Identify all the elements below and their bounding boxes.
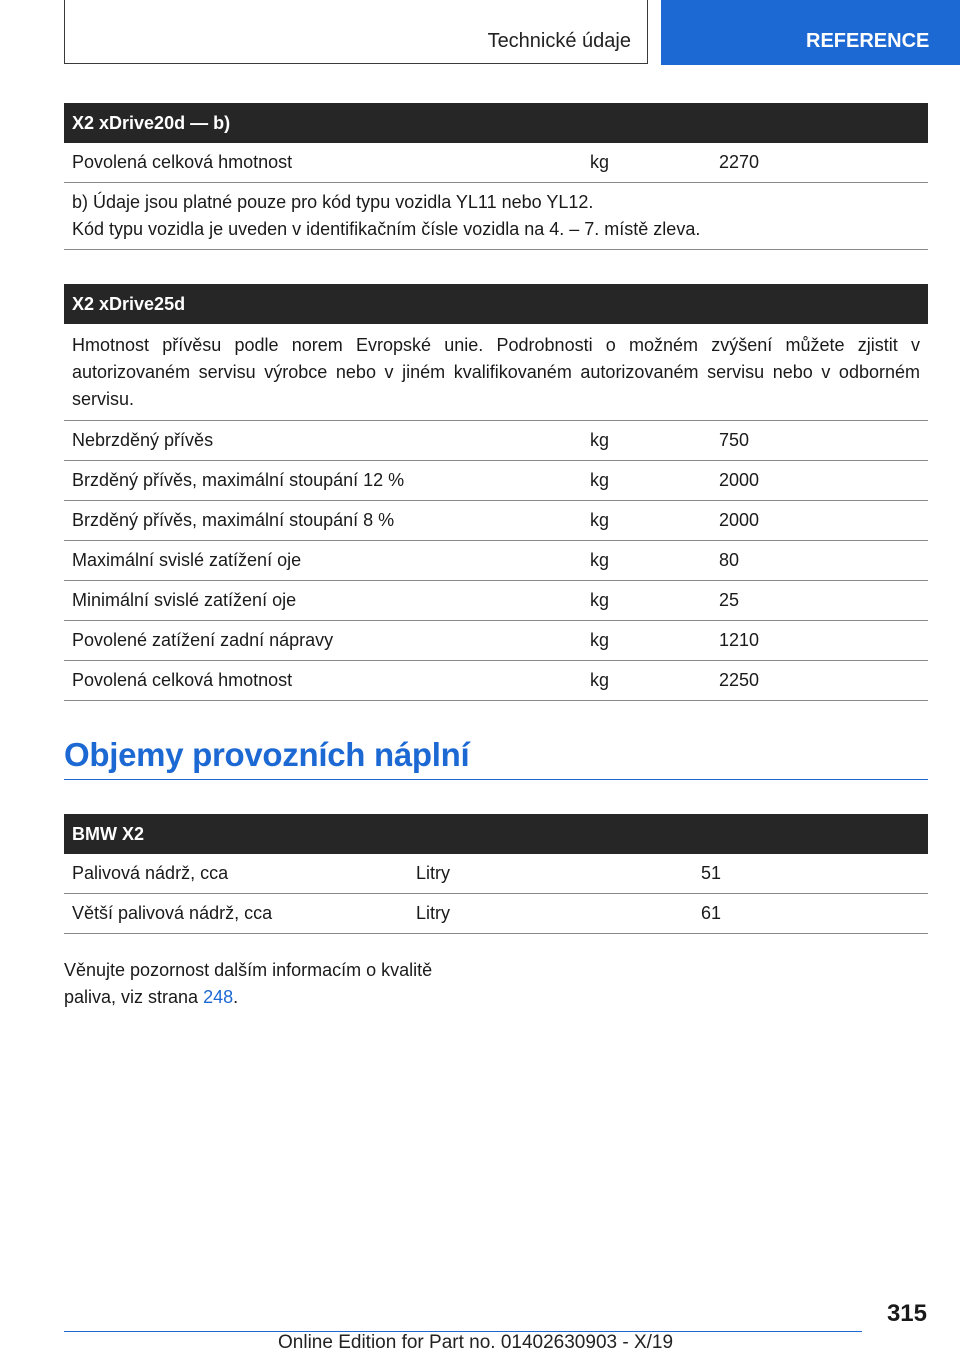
table-row bbox=[64, 581, 928, 621]
page-header bbox=[0, 0, 960, 66]
row-label: Povolené zatížení zadní nápravy bbox=[72, 630, 334, 650]
page-number: 315 bbox=[886, 1300, 927, 1327]
row-unit: kg bbox=[590, 152, 610, 172]
row-value: 2000 bbox=[719, 510, 760, 530]
row-label: Větší palivová nádrž, cca bbox=[72, 903, 273, 923]
header-section-title: Technické údaje bbox=[487, 30, 631, 52]
row-unit: Litry bbox=[416, 903, 451, 923]
note-end: . bbox=[233, 987, 239, 1007]
header-tab-reference[interactable]: REFERENCE bbox=[661, 0, 960, 65]
row-label: Palivová nádrž, cca bbox=[72, 863, 229, 883]
table-row bbox=[64, 621, 928, 661]
row-unit: kg bbox=[590, 470, 610, 490]
table-title: X2 xDrive25d bbox=[64, 284, 928, 324]
row-label: Nebrzděný přívěs bbox=[72, 430, 214, 450]
table-title: BMW X2 bbox=[64, 814, 928, 854]
footnote-line: b) Údaje jsou platné pouze pro kód typu vozidla YL11 nebo YL12. bbox=[72, 192, 594, 212]
row-value: 750 bbox=[719, 430, 750, 450]
footer-edition bbox=[278, 1332, 673, 1354]
row-label: Povolená celková hmotnost bbox=[72, 152, 293, 172]
row-value: 2250 bbox=[719, 670, 760, 690]
row-value: 2270 bbox=[719, 152, 760, 172]
row-value: 61 bbox=[701, 903, 722, 923]
note-text: Věnujte pozornost dalším informacím o kvalitě paliva, viz strana bbox=[64, 960, 433, 1007]
table-x2-xdrive25d bbox=[64, 284, 928, 701]
row-label: Minimální svislé zatížení oje bbox=[72, 590, 297, 610]
table-title: X2 xDrive20d — b) bbox=[64, 103, 928, 143]
header-section-box bbox=[64, 0, 648, 64]
page-link-248[interactable]: 248 bbox=[203, 987, 234, 1007]
section-divider bbox=[64, 779, 928, 780]
row-unit: kg bbox=[590, 510, 610, 530]
table-intro: Hmotnost přívěsu podle norem Evropské unie. Podrobnosti o možném zvýšení můžete zjistit v autorizovaném servisu výrobce nebo v jiném kvalifikovaném autorizovaném servisu nebo v odborném servisu. bbox=[64, 324, 928, 421]
row-label: Brzděný přívěs, maximální stoupání 12 % bbox=[72, 470, 405, 490]
table-footnote bbox=[64, 183, 928, 250]
table-row bbox=[64, 541, 928, 581]
table-row bbox=[64, 661, 928, 701]
table-row bbox=[64, 854, 928, 894]
section-heading: Objemy provozních náplní bbox=[64, 736, 470, 773]
table-row bbox=[64, 501, 928, 541]
row-value: 25 bbox=[719, 590, 740, 610]
row-value: 1210 bbox=[719, 630, 760, 650]
footnote-line: Kód typu vozidla je uveden v identifikačním čísle vozidla na 4. – 7. místě zleva. bbox=[72, 219, 701, 239]
table-row bbox=[64, 461, 928, 501]
row-unit: kg bbox=[590, 550, 610, 570]
table-row bbox=[64, 421, 928, 461]
table-bmw-x2-fluids bbox=[64, 814, 928, 934]
row-label: Maximální svislé zatížení oje bbox=[72, 550, 302, 570]
row-value: 80 bbox=[719, 550, 740, 570]
row-label: Brzděný přívěs, maximální stoupání 8 % bbox=[72, 510, 395, 530]
row-unit: kg bbox=[590, 670, 610, 690]
row-unit: kg bbox=[590, 430, 610, 450]
fuel-quality-note bbox=[64, 957, 484, 1011]
row-label: Povolená celková hmotnost bbox=[72, 670, 293, 690]
row-value: 2000 bbox=[719, 470, 760, 490]
table-x2-xdrive20d bbox=[64, 103, 928, 250]
row-value: 51 bbox=[701, 863, 722, 883]
row-unit: kg bbox=[590, 590, 610, 610]
table-row bbox=[64, 894, 928, 934]
row-unit: kg bbox=[590, 630, 610, 650]
row-unit: Litry bbox=[416, 863, 451, 883]
table-row bbox=[64, 143, 928, 183]
edition-text: Online Edition for Part no. 01402630903 - X/19 bbox=[278, 1332, 674, 1353]
